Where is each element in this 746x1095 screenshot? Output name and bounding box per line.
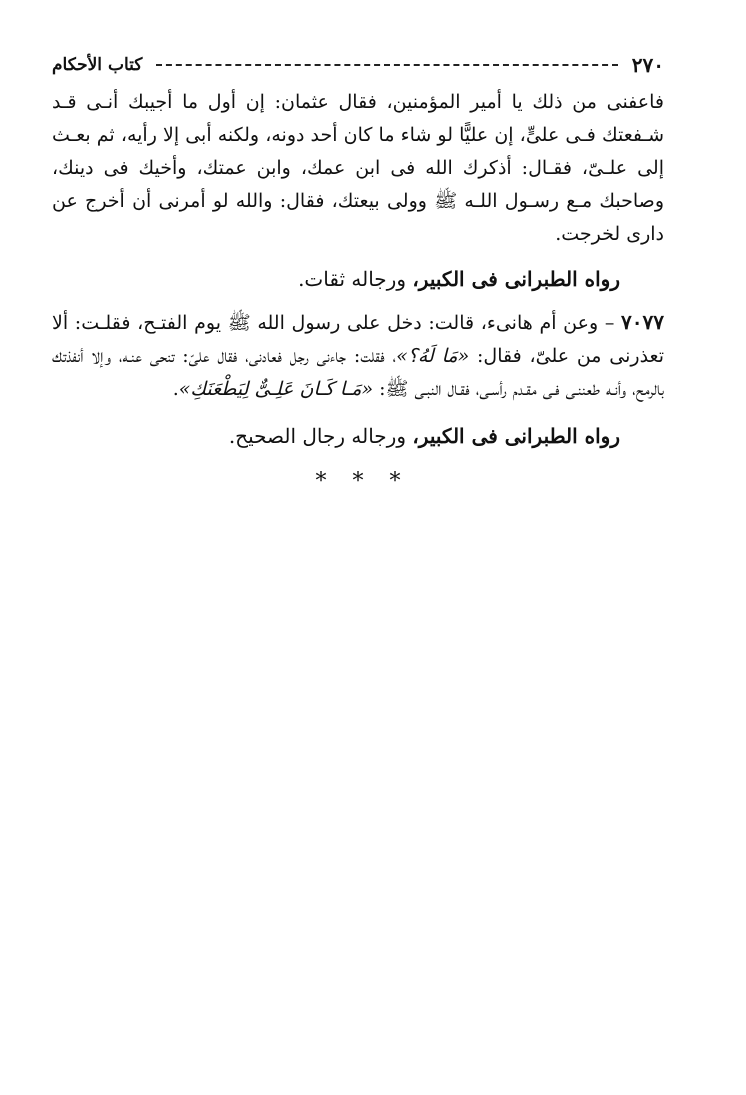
section-divider: *** bbox=[315, 469, 427, 494]
book-title: كتاب الأحكام bbox=[52, 55, 143, 75]
header-rule bbox=[156, 64, 617, 66]
page-header bbox=[52, 50, 664, 80]
hadith-text-a: – وعن أم هانىء، قالت: دخل على رسول الله ﷺ يوم الفتـح، فقلـت: ألا تعذرنى من علىّ، فقال: bbox=[52, 312, 664, 367]
page-number: ٢٧٠ bbox=[631, 53, 664, 77]
source-note-1 bbox=[52, 263, 664, 296]
hadith-continuation-paragraph: فاعفنى من ذلك يا أمير المؤمنين، فقال عثمان: إن أول ما أجيبك أنـى قـد شـفعتك فـى علىٍّ، إن عليًّا لو شاء ما كان أحد دونه، ولكنه أبى إلا رأيه، ثم بعـث إلى علـىّ، فقـال: أذكرك الله فى ابن عمك، وابن عمتك، وأخيك فى دينك، وصاحبك مـع رسـول اللـه ﷺ وولى بيعتك، فقال: والله لو أمرنى أن أخرج عن دارى لخرجت. bbox=[52, 91, 664, 245]
prophet-quote-2: «مَـا كَـانَ عَلِـىٌّ لِيَطْعَنَكِ» bbox=[178, 378, 374, 400]
book-page bbox=[52, 0, 664, 1095]
source-note-1-lead: رواه الطبرانى فى الكبير، bbox=[412, 267, 620, 291]
hadith-number: ٧٠٧٧ bbox=[621, 310, 664, 334]
page-body bbox=[52, 86, 664, 498]
hadith-7077-paragraph bbox=[52, 306, 664, 406]
source-note-2-rest: ورجاله رجال الصحيح. bbox=[228, 424, 413, 448]
prophet-quote-1: «مَا لَهُ؟» bbox=[396, 345, 470, 367]
source-note-2-lead: رواه الطبرانى فى الكبير، bbox=[412, 424, 620, 448]
source-note-2 bbox=[52, 420, 664, 453]
hadith-text-b: ، فقلت: جاءنى رجل فعادنى، فقال علىّ: تنحى عنـه، وإلا أنفذتك بالرمح، وأنـه طعننـى فـى مقـدم رأسـى، فقـال النبـى ﷺ: bbox=[52, 345, 664, 400]
hadith-text-c: . bbox=[172, 378, 179, 400]
source-note-1-rest: ورجاله ثقات. bbox=[298, 267, 413, 291]
